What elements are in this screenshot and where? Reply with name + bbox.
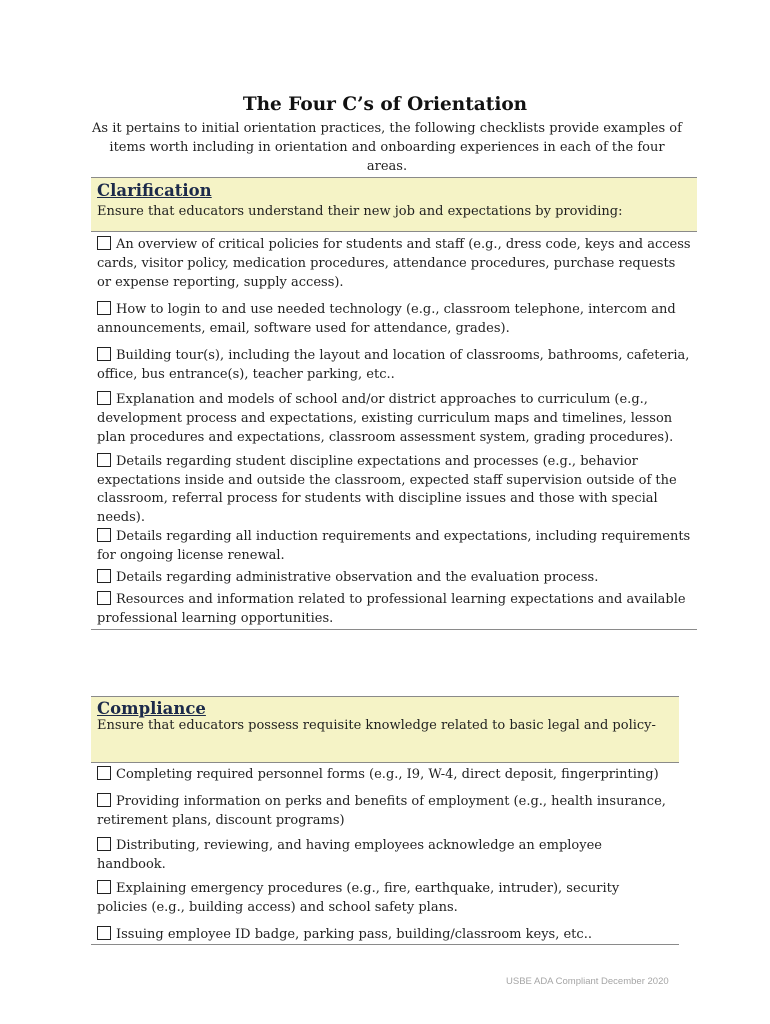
checklist-item-text: Details regarding student discipline expectations and processes (e.g., behavior expectations inside and outside the classroom, expected staff supervision outside of the classroom, referral process for students with discipline issues and those with special needs). — [97, 454, 677, 525]
checklist-item-text: Issuing employee ID badge, parking pass, building/classroom keys, etc.. — [116, 927, 592, 942]
checkbox[interactable] — [97, 569, 111, 583]
compliance-heading: Compliance — [97, 699, 206, 718]
checklist-item — [97, 300, 691, 338]
checklist-item — [97, 453, 691, 527]
checklist-item-text: How to login to and use needed technology (e.g., classroom telephone, intercom and announcements, email, software used for attendance, grades). — [97, 302, 676, 336]
checklist-item-text: Completing required personnel forms (e.g., I9, W-4, direct deposit, fingerprinting) — [116, 767, 659, 782]
compliance-header — [91, 696, 679, 762]
footer-note: USBE ADA Compliant December 2020 — [506, 976, 669, 987]
checklist-item — [97, 235, 691, 292]
checkbox[interactable] — [97, 347, 111, 361]
checklist-item — [97, 765, 673, 784]
clarification-section — [91, 177, 697, 630]
compliance-section — [91, 696, 679, 945]
checklist-item-text: Details regarding all induction requirements and expectations, including requirements for ongoing license renewal. — [97, 529, 691, 563]
checklist-item-text: Distributing, reviewing, and having employees acknowledge an employee handbook. — [97, 838, 602, 872]
checklist-item — [97, 527, 691, 565]
checklist-item-text: Explanation and models of school and/or district approaches to curriculum (e.g., development process and expectations, existing curriculum maps and timelines, lesson plan procedures and expectations, classroom assessment system, grading procedures). — [97, 392, 674, 445]
checklist-item-text: Building tour(s), including the layout and location of classrooms, bathrooms, cafeteria, office, bus entrance(s), teacher parking, etc.. — [97, 348, 690, 382]
clarification-description: Ensure that educators understand their new job and expectations by providing: — [97, 204, 623, 219]
checkbox[interactable] — [97, 837, 111, 851]
checklist-item — [97, 590, 691, 628]
checklist-item — [97, 346, 691, 384]
checklist-item — [97, 792, 673, 830]
clarification-checklist — [91, 231, 697, 630]
checklist-item-text: Resources and information related to professional learning expectations and available professional learning opportunities. — [97, 592, 686, 626]
checkbox[interactable] — [97, 880, 111, 894]
checklist-item — [97, 836, 673, 874]
compliance-description: Ensure that educators possess requisite knowledge related to basic legal and policy- — [97, 718, 656, 733]
checklist-item — [97, 390, 691, 447]
compliance-checklist — [91, 762, 679, 945]
checklist-item — [97, 879, 673, 917]
checkbox[interactable] — [97, 391, 111, 405]
checklist-item — [97, 568, 691, 587]
clarification-header — [91, 177, 697, 231]
checkbox[interactable] — [97, 453, 111, 467]
checklist-item-text: Providing information on perks and benefits of employment (e.g., health insurance, retirement plans, discount programs) — [97, 794, 666, 828]
document-title: The Four C’s of Orientation — [242, 94, 528, 115]
checklist-item-text: An overview of critical policies for students and staff (e.g., dress code, keys and access cards, visitor policy, medication procedures, attendance procedures, purchase requests or expense reporting, supply access). — [97, 237, 691, 290]
checkbox[interactable] — [97, 793, 111, 807]
checkbox[interactable] — [97, 926, 111, 940]
checklist-item — [97, 925, 673, 944]
clarification-heading: Clarification — [97, 181, 212, 200]
checkbox[interactable] — [97, 528, 111, 542]
checkbox[interactable] — [97, 301, 111, 315]
checklist-item-text: Explaining emergency procedures (e.g., fire, earthquake, intruder), security policies (e.g., building access) and school safety plans. — [97, 881, 620, 915]
checkbox[interactable] — [97, 591, 111, 605]
intro-paragraph: As it pertains to initial orientation practices, the following checklists provide examples of items worth including in orientation and onboarding experiences in each of the four areas. — [92, 121, 682, 174]
checkbox[interactable] — [97, 766, 111, 780]
checkbox[interactable] — [97, 236, 111, 250]
checklist-item-text: Details regarding administrative observation and the evaluation process. — [116, 570, 599, 585]
